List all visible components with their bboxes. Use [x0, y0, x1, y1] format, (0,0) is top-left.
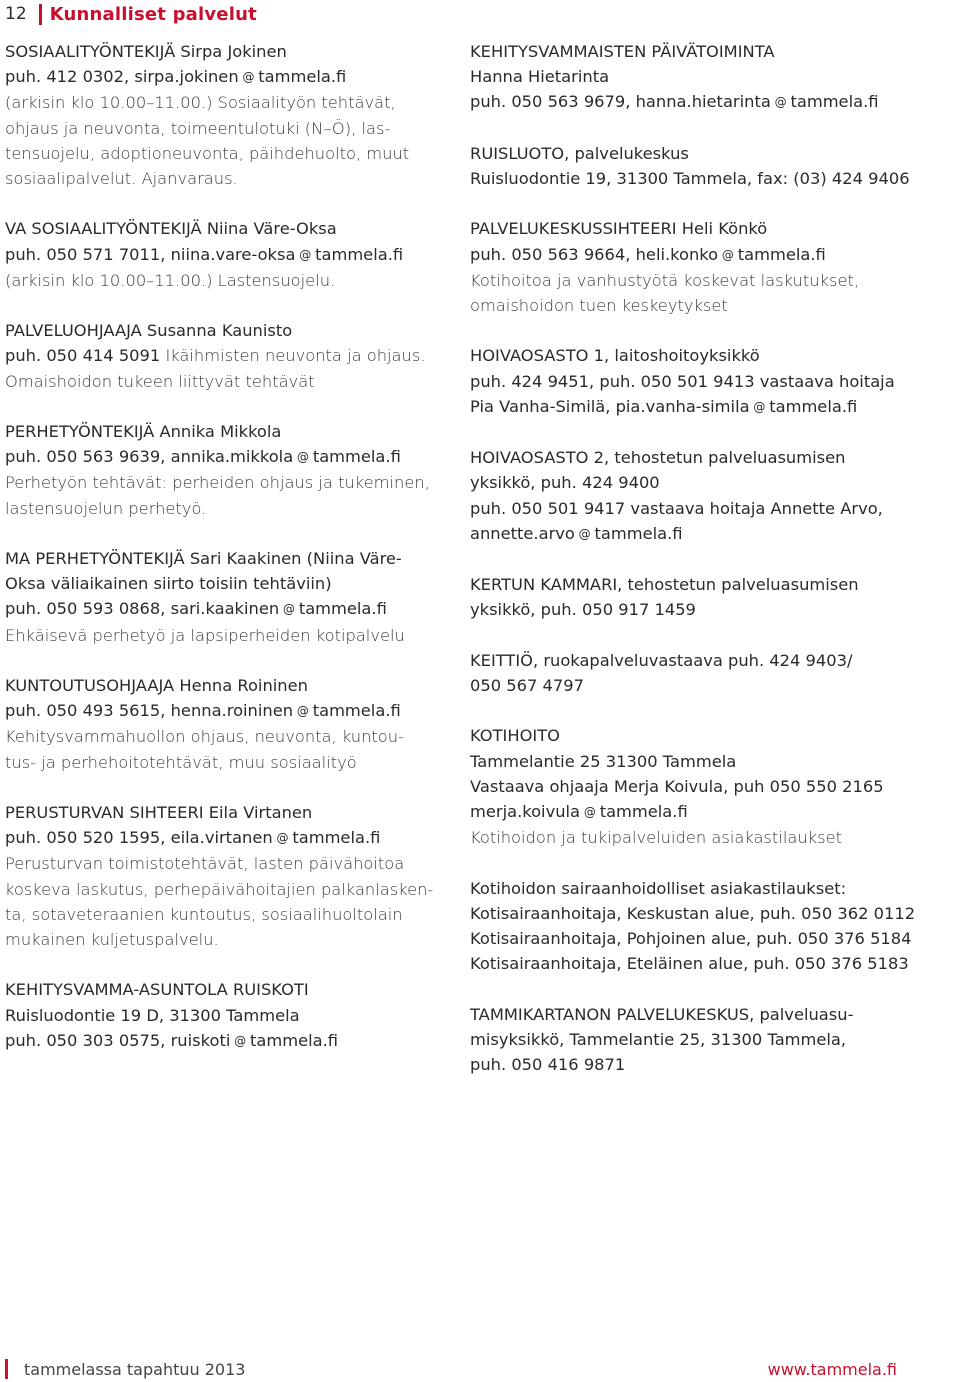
- contact-entry: [5, 216, 465, 293]
- entry-line: [5, 268, 465, 293]
- entry-line: [5, 623, 465, 648]
- header-divider: [39, 4, 42, 25]
- entry-line: [470, 521, 950, 547]
- line-text: yksikkö, puh. 424 9400: [470, 473, 660, 493]
- email-domain[interactable]: tammela.fi: [769, 396, 858, 416]
- entry-line: [470, 64, 950, 89]
- line-text: tensuojelu, adoptioneuvonta, päihdehuolto, muut: [5, 143, 410, 163]
- entry-heading: [470, 141, 950, 166]
- line-text: Perhetyön tehtävät: perheiden ohjaus ja tukeminen,: [5, 473, 430, 493]
- line-text: Perusturvan toimistotehtävät, lasten päivähoitoa: [5, 854, 405, 874]
- entry-line: [5, 724, 465, 749]
- entry-line: [470, 951, 950, 976]
- entry-line: [470, 394, 950, 420]
- contact-entry: [5, 673, 465, 775]
- line-text: HOIVAOSASTO 2, tehostetun palveluasumisen: [470, 448, 846, 468]
- contact-entry: [470, 1002, 950, 1078]
- email-domain[interactable]: tammela.fi: [312, 447, 401, 467]
- email-domain[interactable]: tammela.fi: [737, 244, 826, 264]
- contact-entry: [5, 977, 465, 1054]
- line-text: puh. 050 563 9664, heli.konko: [470, 244, 719, 264]
- email-domain[interactable]: tammela.fi: [258, 67, 347, 87]
- entry-line: [470, 825, 950, 850]
- entry-line: [5, 698, 465, 724]
- line-text: Kotisairaanhoitaja, Eteläinen alue, puh. 050 376 5183: [470, 954, 909, 974]
- line-text: ohjaus ja neuvonta, toimeentulotuki (N–Ö), las-: [5, 118, 391, 138]
- line-text: PALVELUOHJAAJA Susanna Kaunisto: [5, 321, 293, 341]
- line-text: ta, sotaveteraanien kuntoutus, sosiaalihuoltolain: [5, 904, 403, 924]
- at-sign-icon: @: [770, 95, 791, 110]
- line-text: puh. 424 9451, puh. 050 501 9413 vastaava hoitaja: [470, 371, 895, 391]
- line-text: (arkisin klo 10.00–11.00.) Sosiaalityön tehtävät,: [5, 93, 396, 113]
- line-text: PERHETYÖNTEKIJÄ Annika Mikkola: [5, 422, 282, 441]
- email-domain[interactable]: tammela.fi: [790, 92, 879, 112]
- line-text: puh. 050 563 9679, hanna.hietarinta: [470, 92, 771, 112]
- entry-heading: [470, 723, 950, 748]
- entry-line: [5, 242, 465, 268]
- line-text: (arkisin klo 10.00–11.00.) Lastensuojelu.: [5, 270, 336, 290]
- line-text: puh. 412 0302, sirpa.jokinen: [5, 67, 239, 87]
- entry-heading: [5, 419, 465, 444]
- entry-line: [5, 877, 465, 902]
- line-text: Pia Vanha-Similä, pia.vanha-simila: [470, 396, 750, 416]
- line-text: puh. 050 303 0575, ruiskoti: [5, 1030, 231, 1050]
- line-text: puh. 050 571 7011, niina.vare-oksa: [5, 244, 296, 264]
- line-text: sosiaalipalvelut. Ajanvaraus.: [5, 169, 238, 189]
- entry-line: [470, 597, 950, 622]
- at-sign-icon: @: [580, 804, 600, 819]
- line-text: Kotihoidon sairaanhoidolliset asiakastilaukset:: [470, 878, 847, 898]
- at-sign-icon: @: [574, 526, 595, 541]
- contact-entry: [5, 419, 465, 521]
- entry-heading: [470, 445, 950, 470]
- entry-line: [470, 89, 950, 115]
- at-sign-icon: @: [293, 450, 313, 465]
- entry-line: [470, 166, 950, 191]
- contact-entry: [5, 546, 465, 648]
- entry-line: [5, 927, 465, 952]
- line-text: puh. 050 493 5615, henna.roininen: [5, 701, 294, 721]
- line-text: Vastaava ohjaaja Merja Koivula, puh 050 550 2165: [470, 776, 884, 796]
- at-sign-icon: @: [295, 247, 316, 262]
- line-text: yksikkö, puh. 050 917 1459: [470, 600, 696, 620]
- contact-entry: [470, 723, 950, 850]
- line-text: Kotihoitoa ja vanhustyötä koskevat laskutukset,: [470, 270, 860, 290]
- entry-line: [5, 470, 465, 495]
- entry-line: [470, 799, 950, 825]
- email-domain[interactable]: tammela.fi: [292, 828, 381, 848]
- page-footer: [5, 1356, 897, 1382]
- entry-line: [470, 774, 950, 799]
- entry-line: [5, 166, 465, 191]
- footer-divider: [5, 1359, 8, 1379]
- entry-heading: [470, 1002, 950, 1027]
- entry-heading: [470, 39, 950, 64]
- line-text: RUISLUOTO, palvelukeskus: [470, 143, 689, 163]
- entry-line: [470, 1027, 950, 1052]
- entry-line: [5, 90, 465, 115]
- contact-entry: [5, 318, 465, 394]
- at-sign-icon: @: [272, 831, 293, 846]
- line-text: Kotisairaanhoitaja, Pohjoinen alue, puh. 050 376 5184: [470, 928, 912, 948]
- email-domain[interactable]: tammela.fi: [298, 599, 387, 619]
- entry-line: [470, 242, 950, 268]
- entry-line: [5, 116, 465, 141]
- email-domain[interactable]: tammela.fi: [599, 801, 688, 821]
- left-column: [5, 39, 465, 1079]
- page-number: 12: [5, 4, 27, 24]
- at-sign-icon: @: [749, 399, 770, 414]
- entry-heading: [5, 216, 465, 241]
- entry-line: [5, 596, 465, 622]
- entry-heading: [470, 876, 950, 901]
- page-header: [5, 2, 257, 26]
- entry-line: [5, 851, 465, 876]
- entry-line: [5, 343, 465, 368]
- line-text: puh. 050 563 9639, annika.mikkola: [5, 447, 294, 467]
- section-title: Kunnalliset palvelut: [49, 3, 257, 25]
- entry-line: [5, 496, 465, 521]
- contact-entry: [470, 876, 950, 977]
- line-text: Ruisluodontie 19 D, 31300 Tammela: [5, 1005, 300, 1025]
- line-text: lastensuojelun perhetyö.: [5, 498, 207, 518]
- entry-line: [5, 825, 465, 851]
- contact-entry: [470, 445, 950, 547]
- line-text: omaishoidon tuen keskeytykset: [470, 296, 728, 315]
- line-text: TAMMIKARTANON PALVELUKESKUS, palveluasu-: [470, 1004, 854, 1024]
- entry-line: [470, 268, 950, 293]
- line-text: Kehitysvammahuollon ohjaus, neuvonta, kuntou-: [5, 727, 404, 747]
- line-text: 050 567 4797: [470, 675, 584, 695]
- entry-heading: [470, 572, 950, 597]
- entry-line: [470, 369, 950, 394]
- entry-heading: [5, 977, 465, 1002]
- entry-line: [470, 673, 950, 698]
- line-text: Kotihoidon ja tukipalveluiden asiakastilaukset: [470, 828, 842, 848]
- line-text: annette.arvo: [470, 523, 575, 543]
- line-text: MA PERHETYÖNTEKIJÄ Sari Kaakinen (Niina Väre-: [5, 549, 402, 568]
- line-text: koskeva laskutus, perhepäivähoitajien palkanlasken-: [5, 879, 434, 899]
- line-text: KEITTIÖ, ruokapalveluvastaava puh. 424 9403/: [470, 650, 853, 670]
- entry-heading: [5, 800, 465, 825]
- email-domain[interactable]: tammela.fi: [312, 701, 401, 721]
- contact-entry: [470, 343, 950, 420]
- line-text: tus- ja perhehoitotehtävät, muu sosiaalityö: [5, 752, 357, 772]
- line-text: merja.koivula: [470, 801, 581, 821]
- line-text: SOSIAALITYÖNTEKIJÄ Sirpa Jokinen: [5, 42, 287, 61]
- line-text: puh. 050 416 9871: [470, 1054, 626, 1074]
- contact-entry: [470, 648, 950, 698]
- entry-line: [5, 141, 465, 166]
- contact-entry: [5, 800, 465, 952]
- entry-heading: [5, 673, 465, 698]
- entry-line: [470, 926, 950, 951]
- entry-heading: [5, 318, 465, 343]
- entry-heading: [5, 546, 465, 571]
- line-text: Ruisluodontie 19, 31300 Tammela, fax: (03) 424 9406: [470, 169, 910, 188]
- line-text: puh. 050 414 5091: [5, 346, 161, 366]
- line-text: misyksikkö, Tammelantie 25, 31300 Tammela,: [470, 1029, 847, 1049]
- line-text: Hanna Hietarinta: [470, 67, 610, 87]
- entry-line: [470, 749, 950, 774]
- line-text: mukainen kuljetuspalvelu.: [5, 930, 219, 950]
- entry-line: [470, 901, 950, 926]
- contact-entry: [5, 39, 465, 191]
- line-text: puh. 050 501 9417 vastaava hoitaja Annette Arvo,: [470, 498, 883, 518]
- line-text: VA SOSIAALITYÖNTEKIJÄ Niina Väre-Oksa: [5, 219, 337, 239]
- contact-entry: [470, 141, 950, 191]
- line-text: puh. 050 520 1595, eila.virtanen: [5, 828, 273, 848]
- footer-publication: tammelassa tapahtuu 2013: [24, 1359, 246, 1379]
- at-sign-icon: @: [279, 602, 299, 617]
- entry-line: [5, 750, 465, 775]
- contact-entry: [470, 572, 950, 622]
- line-description: Ikäihmisten neuvonta ja ohjaus.: [160, 346, 426, 366]
- line-text: KUNTOUTUSOHJAAJA Henna Roininen: [5, 676, 308, 695]
- entry-line: [5, 369, 465, 394]
- line-text: Omaishoidon tukeen liittyvät tehtävät: [5, 371, 315, 391]
- entry-line: [470, 1052, 950, 1077]
- at-sign-icon: @: [718, 247, 738, 262]
- contact-entry: [470, 39, 950, 116]
- line-text: Ehkäisevä perhetyö ja lapsiperheiden kotipalvelu: [5, 625, 405, 645]
- entry-heading: [470, 216, 950, 241]
- entry-line: [470, 293, 950, 318]
- line-text: PERUSTURVAN SIHTEERI Eila Virtanen: [5, 803, 313, 822]
- line-text: Oksa väliaikainen siirto toisiin tehtäviin): [5, 574, 332, 594]
- entry-line: [470, 470, 950, 495]
- line-text: puh. 050 593 0868, sari.kaakinen: [5, 599, 280, 619]
- line-text: KERTUN KAMMARI, tehostetun palveluasumisen: [470, 575, 859, 595]
- email-domain[interactable]: tammela.fi: [594, 523, 683, 543]
- email-domain[interactable]: tammela.fi: [250, 1030, 339, 1050]
- entry-line: [5, 444, 465, 470]
- at-sign-icon: @: [238, 70, 259, 85]
- line-text: HOIVAOSASTO 1, laitoshoitoyksikkö: [470, 346, 760, 366]
- right-column: [470, 39, 950, 1102]
- line-text: PALVELUKESKUSSIHTEERI Heli Könkö: [470, 219, 768, 239]
- line-text: KOTIHOITO: [470, 726, 560, 746]
- at-sign-icon: @: [230, 1033, 250, 1048]
- entry-heading: [470, 343, 950, 368]
- entry-line: [5, 1028, 465, 1054]
- line-text: KEHITYSVAMMA-ASUNTOLA RUISKOTI: [5, 980, 309, 1000]
- entry-heading: [5, 39, 465, 64]
- line-text: Kotisairaanhoitaja, Keskustan alue, puh. 050 362 0112: [470, 903, 916, 923]
- email-domain[interactable]: tammela.fi: [315, 244, 404, 264]
- entry-line: [5, 902, 465, 927]
- at-sign-icon: @: [293, 704, 313, 719]
- line-text: KEHITYSVAMMAISTEN PÄIVÄTOIMINTA: [470, 42, 775, 61]
- entry-line: [5, 1003, 465, 1028]
- line-text: Tammelantie 25 31300 Tammela: [470, 751, 737, 771]
- entry-line: [470, 496, 950, 521]
- entry-heading: [470, 648, 950, 673]
- entry-line: [5, 571, 465, 596]
- footer-website-link[interactable]: www.tammela.fi: [767, 1359, 897, 1379]
- entry-line: [5, 64, 465, 90]
- contact-entry: [470, 216, 950, 318]
